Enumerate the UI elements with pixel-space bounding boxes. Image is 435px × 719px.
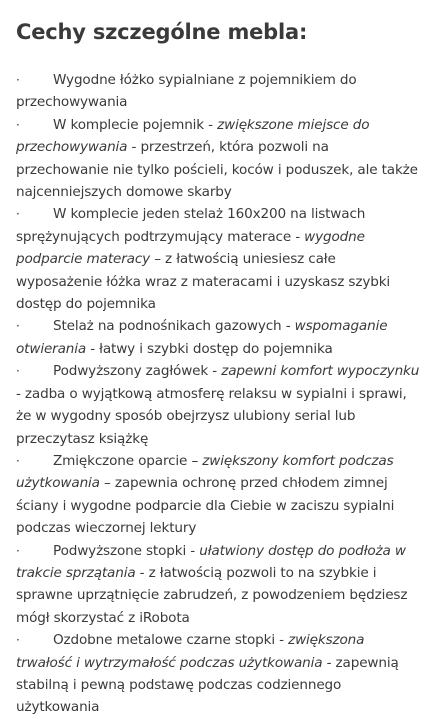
feature-item (16, 540, 423, 630)
feature-intro: Stelaż na podnośnikach gazowych - (53, 318, 295, 335)
feature-highlight: – zwiększony komfort podczas użytkowania (16, 452, 394, 492)
feature-rest: - łatwy i szybki dostęp do pojemnika (86, 340, 333, 357)
feature-highlight: zapewni komfort wypoczynku (221, 363, 420, 380)
bullet-icon: · (16, 453, 20, 468)
feature-intro: Podwyższony zagłówek - (53, 363, 222, 380)
bullet-icon: · (16, 207, 20, 222)
bullet-icon: · (16, 73, 20, 87)
feature-item (16, 69, 423, 114)
bullet-icon: · (16, 319, 20, 334)
feature-item (16, 450, 423, 540)
section-title: Cechy szczególne mebla: (16, 20, 308, 44)
feature-highlight: ułatwiony dostęp do podłoża w trakcie sprzątania (16, 542, 406, 581)
feature-highlight: zwiększone miejsce do przechowywania (16, 116, 370, 156)
feature-rest: - przestrzeń, która pozwoli na przechowanie nie tylko pościeli, koców i poduszek, ale także najcenniejszych domowe skarby (16, 139, 418, 201)
feature-rest: – zapewnia ochronę przed chłodem zimnej ściany i wygodne podparcie dla Ciebie w zaciszu sypialni podczas wieczornej lektury (16, 475, 395, 537)
feature-rest: – z łatwością uniesiesz całe wyposażenie łóżka wraz z materacami i uzyskasz szybki dostęp do pojemnika (16, 251, 391, 313)
bullet-icon: · (16, 633, 20, 648)
bullet-icon: · (16, 543, 20, 558)
feature-rest: - zadba o wyjątkową atmosferę relaksu w sypialni i sprawi, że w wygodny sposób obejrzysz ulubiony serial lub przeczytasz książkę (16, 385, 407, 447)
feature-rest: - zapewnią stabilną i pewną podstawę podczas codziennego użytkowania (16, 654, 399, 716)
feature-item (16, 629, 423, 719)
feature-intro: Ozdobne metalowe czarne stopki - (53, 632, 289, 649)
feature-intro: Podwyższone stopki - (53, 542, 200, 559)
feature-intro: Wygodne łóżko sypialniane z pojemnikiem do przechowywania (16, 72, 357, 111)
feature-item (16, 114, 423, 204)
feature-highlight: zwiększona trwałość i wytrzymałość podczas użytkowania (16, 632, 365, 671)
feature-highlight: wspomaganie otwierania (16, 318, 388, 357)
feature-intro: Zmiękczone oparcie (53, 452, 192, 469)
feature-item (16, 315, 423, 360)
feature-intro: W komplecie jeden stelaż 160x200 na listwach sprężynujących podtrzymujący materace - (16, 206, 366, 245)
bullet-icon: · (16, 117, 20, 132)
feature-item (16, 360, 423, 450)
feature-highlight: wygodne podparcie materacy (16, 228, 365, 268)
bullet-icon: · (16, 364, 20, 379)
feature-item (16, 203, 423, 315)
feature-intro: W komplecie pojemnik - (53, 116, 218, 133)
feature-rest: - z łatwością pozwoli to na szybkie i sprawne uprzątnięcie zabrudzeń, z powodzeniem będziesz mógł skorzystać z iRobota (16, 564, 408, 626)
feature-list (16, 69, 423, 719)
